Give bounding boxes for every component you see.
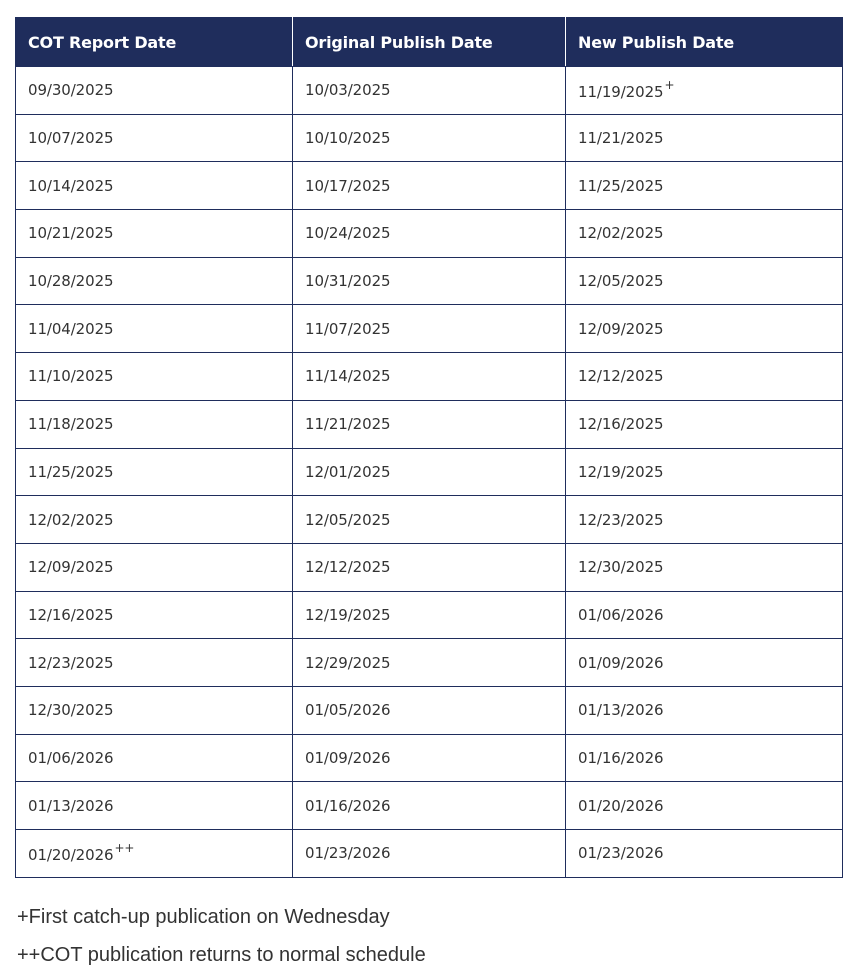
date-value: 12/02/2025	[578, 224, 664, 243]
table-row	[16, 448, 843, 496]
date-value: 11/21/2025	[578, 129, 664, 148]
cell-original-publish-date	[293, 830, 566, 878]
table-row	[16, 686, 843, 734]
date-value: 10/28/2025	[28, 272, 114, 291]
date-value: 01/13/2026	[28, 796, 114, 815]
cell-new-publish-date	[566, 639, 843, 687]
cell-cot-report-date	[16, 67, 293, 115]
cell-new-publish-date	[566, 591, 843, 639]
cell-original-publish-date	[293, 639, 566, 687]
table-row	[16, 114, 843, 162]
publication-schedule-table-container	[15, 17, 842, 878]
table-row	[16, 734, 843, 782]
date-value: 11/04/2025	[28, 319, 114, 338]
cell-new-publish-date	[566, 686, 843, 734]
date-value: 01/20/2026	[28, 845, 114, 864]
cell-original-publish-date	[293, 448, 566, 496]
date-value: 10/24/2025	[305, 224, 391, 243]
cell-cot-report-date	[16, 448, 293, 496]
cell-cot-report-date	[16, 400, 293, 448]
table-row	[16, 67, 843, 115]
date-value: 11/18/2025	[28, 415, 114, 434]
table-row	[16, 591, 843, 639]
cell-new-publish-date	[566, 830, 843, 878]
cell-original-publish-date	[293, 400, 566, 448]
footnote-normal-schedule: ++COT publication returns to normal schedule	[17, 944, 426, 966]
cell-cot-report-date	[16, 830, 293, 878]
cell-new-publish-date	[566, 210, 843, 258]
date-value: 01/06/2026	[578, 605, 664, 624]
date-value: 12/02/2025	[28, 510, 114, 529]
table-body	[16, 67, 843, 878]
cell-original-publish-date	[293, 734, 566, 782]
cell-original-publish-date	[293, 591, 566, 639]
cell-cot-report-date	[16, 639, 293, 687]
header-row	[16, 18, 843, 67]
date-value: 12/09/2025	[28, 558, 114, 577]
cell-original-publish-date	[293, 305, 566, 353]
cell-cot-report-date	[16, 305, 293, 353]
cell-new-publish-date	[566, 782, 843, 830]
date-value: 01/23/2026	[305, 844, 391, 863]
cell-original-publish-date	[293, 686, 566, 734]
date-value: 12/30/2025	[28, 701, 114, 720]
date-value: 01/13/2026	[578, 701, 664, 720]
cell-cot-report-date	[16, 162, 293, 210]
date-value: 10/10/2025	[305, 129, 391, 148]
date-value: 11/07/2025	[305, 319, 391, 338]
date-value: 01/20/2026	[578, 796, 664, 815]
table-row	[16, 830, 843, 878]
date-value: 12/05/2025	[578, 272, 664, 291]
cell-new-publish-date	[566, 305, 843, 353]
date-value: 12/05/2025	[305, 510, 391, 529]
date-value: 01/09/2026	[578, 653, 664, 672]
date-value: 12/23/2025	[578, 510, 664, 529]
header-cot-report-date: COT Report Date	[16, 18, 293, 67]
cell-original-publish-date	[293, 162, 566, 210]
cell-new-publish-date	[566, 353, 843, 401]
date-value: 01/23/2026	[578, 844, 664, 863]
footnote-marker: +	[664, 77, 675, 92]
footnote-marker: ++	[114, 840, 135, 855]
date-value: 10/14/2025	[28, 176, 114, 195]
cell-new-publish-date	[566, 162, 843, 210]
table-row	[16, 353, 843, 401]
footnote-first-catch-up: +First catch-up publication on Wednesday	[17, 906, 390, 928]
cell-cot-report-date	[16, 543, 293, 591]
date-value: 12/16/2025	[578, 415, 664, 434]
cell-cot-report-date	[16, 257, 293, 305]
cell-original-publish-date	[293, 257, 566, 305]
publication-schedule-table	[15, 17, 843, 878]
date-value: 01/09/2026	[305, 748, 391, 767]
cell-new-publish-date	[566, 734, 843, 782]
date-value: 11/10/2025	[28, 367, 114, 386]
table-row	[16, 210, 843, 258]
cell-new-publish-date	[566, 400, 843, 448]
cell-new-publish-date	[566, 496, 843, 544]
date-value: 01/05/2026	[305, 701, 391, 720]
date-value: 10/21/2025	[28, 224, 114, 243]
cell-new-publish-date	[566, 114, 843, 162]
date-value: 11/21/2025	[305, 415, 391, 434]
table-row	[16, 782, 843, 830]
footnotes	[17, 898, 426, 974]
date-value: 10/31/2025	[305, 272, 391, 291]
table-header	[16, 18, 843, 67]
cell-new-publish-date	[566, 543, 843, 591]
date-value: 12/09/2025	[578, 319, 664, 338]
cell-original-publish-date	[293, 114, 566, 162]
date-value: 12/30/2025	[578, 558, 664, 577]
table-row	[16, 543, 843, 591]
date-value: 12/19/2025	[578, 462, 664, 481]
date-value: 12/16/2025	[28, 605, 114, 624]
date-value: 10/07/2025	[28, 129, 114, 148]
cell-new-publish-date	[566, 448, 843, 496]
date-value: 01/16/2026	[305, 796, 391, 815]
cell-original-publish-date	[293, 496, 566, 544]
date-value: 11/19/2025	[578, 82, 664, 101]
cell-original-publish-date	[293, 353, 566, 401]
cell-cot-report-date	[16, 734, 293, 782]
cell-cot-report-date	[16, 782, 293, 830]
date-value: 09/30/2025	[28, 81, 114, 100]
table-row	[16, 639, 843, 687]
date-value: 12/12/2025	[578, 367, 664, 386]
cell-cot-report-date	[16, 114, 293, 162]
cell-original-publish-date	[293, 210, 566, 258]
cell-cot-report-date	[16, 591, 293, 639]
table-row	[16, 162, 843, 210]
date-value: 12/29/2025	[305, 653, 391, 672]
date-value: 12/19/2025	[305, 605, 391, 624]
cell-original-publish-date	[293, 543, 566, 591]
date-value: 10/03/2025	[305, 81, 391, 100]
cell-cot-report-date	[16, 686, 293, 734]
table-row	[16, 400, 843, 448]
cell-cot-report-date	[16, 353, 293, 401]
date-value: 11/25/2025	[28, 462, 114, 481]
header-original-publish-date: Original Publish Date	[293, 18, 566, 67]
table-row	[16, 496, 843, 544]
date-value: 10/17/2025	[305, 176, 391, 195]
table-row	[16, 257, 843, 305]
date-value: 01/06/2026	[28, 748, 114, 767]
table-row	[16, 305, 843, 353]
cell-new-publish-date	[566, 67, 843, 115]
date-value: 01/16/2026	[578, 748, 664, 767]
header-new-publish-date: New Publish Date	[566, 18, 843, 67]
date-value: 12/23/2025	[28, 653, 114, 672]
cell-cot-report-date	[16, 210, 293, 258]
cell-cot-report-date	[16, 496, 293, 544]
cell-original-publish-date	[293, 782, 566, 830]
date-value: 12/01/2025	[305, 462, 391, 481]
cell-original-publish-date	[293, 67, 566, 115]
date-value: 11/14/2025	[305, 367, 391, 386]
cell-new-publish-date	[566, 257, 843, 305]
date-value: 12/12/2025	[305, 558, 391, 577]
date-value: 11/25/2025	[578, 176, 664, 195]
